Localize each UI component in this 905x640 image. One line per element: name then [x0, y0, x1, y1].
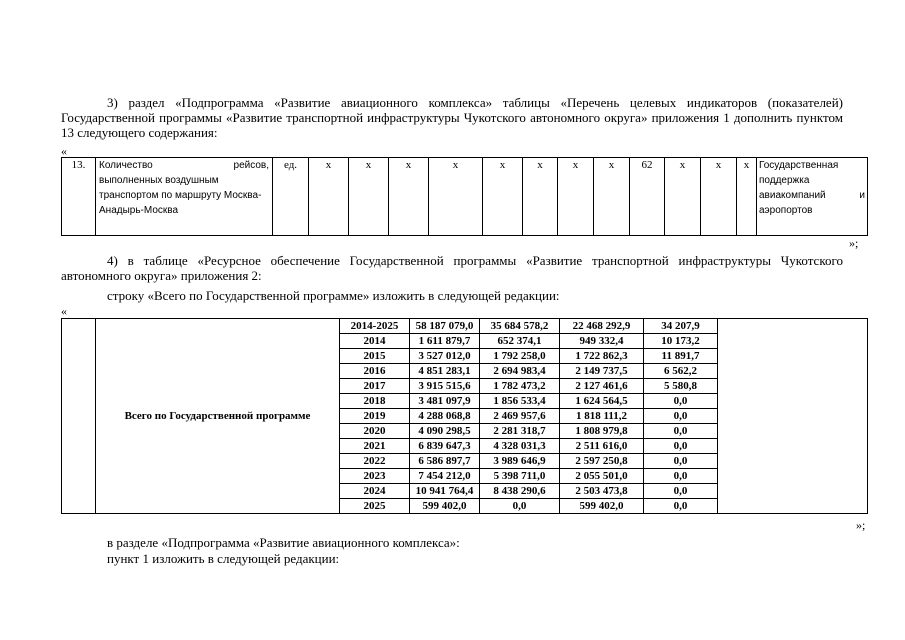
- year-cell: 2016: [340, 364, 410, 379]
- amount-cell: 5 398 711,0: [480, 469, 560, 484]
- amount-cell: 1 856 533,4: [480, 394, 560, 409]
- amount-cell: 2 511 616,0: [560, 439, 644, 454]
- value-cell: х: [665, 158, 701, 236]
- table-row: [62, 319, 868, 334]
- program-goal-cell: Государственная поддержка авиакомпаний и аэропортов: [757, 158, 868, 236]
- paragraph-instruction: строку «Всего по Государственной программе» изложить в следующей редакции:: [107, 288, 560, 303]
- close-quote-2: »;: [856, 518, 866, 532]
- amount-cell: 0,0: [644, 454, 718, 469]
- amount-cell: 949 332,4: [560, 334, 644, 349]
- close-quote-1: »;: [849, 236, 859, 250]
- amount-cell: 2 149 737,5: [560, 364, 644, 379]
- amount-cell: 4 851 283,1: [410, 364, 480, 379]
- amount-cell: 1 818 111,2: [560, 409, 644, 424]
- amount-cell: 2 055 501,0: [560, 469, 644, 484]
- amount-cell: 0,0: [644, 439, 718, 454]
- value-cell: 62: [630, 158, 665, 236]
- value-cell: х: [429, 158, 483, 236]
- amount-cell: 4 328 031,3: [480, 439, 560, 454]
- value-cell: х: [558, 158, 594, 236]
- empty-cell: [62, 319, 96, 514]
- year-cell: 2025: [340, 499, 410, 514]
- amount-cell: 1 792 258,0: [480, 349, 560, 364]
- amount-cell: 2 281 318,7: [480, 424, 560, 439]
- value-cell: х: [523, 158, 558, 236]
- amount-cell: 599 402,0: [560, 499, 644, 514]
- amount-cell: 6 839 647,3: [410, 439, 480, 454]
- value-cell: х: [737, 158, 757, 236]
- indicator-table: [61, 157, 868, 236]
- amount-cell: 58 187 079,0: [410, 319, 480, 334]
- year-cell: 2014-2025: [340, 319, 410, 334]
- amount-cell: 2 127 461,6: [560, 379, 644, 394]
- amount-cell: 5 580,8: [644, 379, 718, 394]
- empty-cell: [718, 319, 868, 514]
- amount-cell: 3 481 097,9: [410, 394, 480, 409]
- resource-table: [61, 318, 868, 514]
- open-quote-2: «: [61, 304, 67, 318]
- row-number: 13.: [62, 158, 96, 236]
- value-cell: х: [349, 158, 389, 236]
- amount-cell: 599 402,0: [410, 499, 480, 514]
- amount-cell: 3 915 515,6: [410, 379, 480, 394]
- amount-cell: 1 624 564,5: [560, 394, 644, 409]
- amount-cell: 6 586 897,7: [410, 454, 480, 469]
- year-cell: 2021: [340, 439, 410, 454]
- amount-cell: 2 694 983,4: [480, 364, 560, 379]
- paragraph-section-4: 4) в таблице «Ресурсное обеспечение Государственной программы «Развитие транспортной инфраструктуры Чукотского автономного округа» приложения 2:: [61, 253, 843, 283]
- table-row: [62, 158, 868, 236]
- amount-cell: 4 090 298,5: [410, 424, 480, 439]
- year-cell: 2018: [340, 394, 410, 409]
- year-cell: 2014: [340, 334, 410, 349]
- year-cell: 2023: [340, 469, 410, 484]
- open-quote-1: «: [61, 144, 67, 158]
- value-cell: х: [483, 158, 523, 236]
- amount-cell: 8 438 290,6: [480, 484, 560, 499]
- amount-cell: 0,0: [644, 499, 718, 514]
- amount-cell: 10 941 764,4: [410, 484, 480, 499]
- indicator-description: Количество рейсов, выполненных воздушным транспортом по маршруту Москва-Анадырь-Москва: [96, 158, 273, 236]
- value-cell: х: [389, 158, 429, 236]
- paragraph-item-1: пункт 1 изложить в следующей редакции:: [107, 551, 340, 566]
- amount-cell: 1 782 473,2: [480, 379, 560, 394]
- amount-cell: 0,0: [644, 484, 718, 499]
- row-label: Всего по Государственной программе: [96, 319, 340, 514]
- amount-cell: 0,0: [644, 409, 718, 424]
- amount-cell: 35 684 578,2: [480, 319, 560, 334]
- amount-cell: 3 527 012,0: [410, 349, 480, 364]
- amount-cell: 1 808 979,8: [560, 424, 644, 439]
- amount-cell: 11 891,7: [644, 349, 718, 364]
- year-cell: 2019: [340, 409, 410, 424]
- unit-cell: ед.: [273, 158, 309, 236]
- amount-cell: 22 468 292,9: [560, 319, 644, 334]
- year-cell: 2017: [340, 379, 410, 394]
- paragraph-aviation-section: в разделе «Подпрограмма «Развитие авиационного комплекса»:: [107, 535, 460, 550]
- amount-cell: 652 374,1: [480, 334, 560, 349]
- amount-cell: 0,0: [480, 499, 560, 514]
- amount-cell: 2 469 957,6: [480, 409, 560, 424]
- value-cell: х: [309, 158, 349, 236]
- paragraph-section-3: 3) раздел «Подпрограмма «Развитие авиационного комплекса» таблицы «Перечень целевых индикаторов (показателей) Государственной программы «Развитие транспортной инфраструктуры Чукотского автономного округа» приложения 1 дополнить пунктом 13 следующего содержания:: [61, 95, 843, 140]
- value-cell: х: [594, 158, 630, 236]
- amount-cell: 2 597 250,8: [560, 454, 644, 469]
- amount-cell: 10 173,2: [644, 334, 718, 349]
- amount-cell: 0,0: [644, 394, 718, 409]
- amount-cell: 1 722 862,3: [560, 349, 644, 364]
- year-cell: 2024: [340, 484, 410, 499]
- amount-cell: 1 611 879,7: [410, 334, 480, 349]
- year-cell: 2015: [340, 349, 410, 364]
- amount-cell: 7 454 212,0: [410, 469, 480, 484]
- value-cell: х: [701, 158, 737, 236]
- amount-cell: 0,0: [644, 469, 718, 484]
- amount-cell: 2 503 473,8: [560, 484, 644, 499]
- year-cell: 2022: [340, 454, 410, 469]
- amount-cell: 6 562,2: [644, 364, 718, 379]
- amount-cell: 4 288 068,8: [410, 409, 480, 424]
- amount-cell: 3 989 646,9: [480, 454, 560, 469]
- year-cell: 2020: [340, 424, 410, 439]
- amount-cell: 34 207,9: [644, 319, 718, 334]
- amount-cell: 0,0: [644, 424, 718, 439]
